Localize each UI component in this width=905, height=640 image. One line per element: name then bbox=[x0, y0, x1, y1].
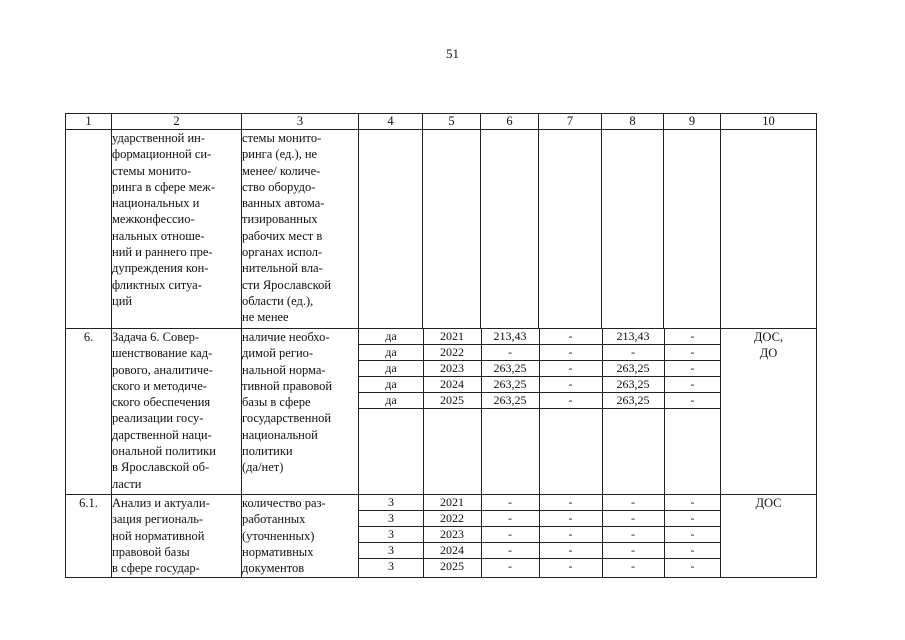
column-number: 10 bbox=[721, 114, 817, 130]
column-number: 9 bbox=[664, 114, 721, 130]
column-number: 4 bbox=[359, 114, 423, 130]
row-number-cell: 6.1. bbox=[66, 495, 112, 578]
page-number: 51 bbox=[446, 46, 459, 61]
event-name-cell: ударственной ин- формационной си- стемы монито- ринга в сфере меж- национальных и межконфессио- нальных отноше- ний и раннего пре- дупреждения кон- фликтных ситуа- ций bbox=[112, 130, 242, 329]
column-number: 3 bbox=[242, 114, 359, 130]
table-row bbox=[66, 130, 817, 329]
yearly-row: 3 2021 - - - - bbox=[388, 495, 695, 509]
event-name-cell: Анализ и актуали- зация региональ- ной нормативной правовой базы в сфере государ- bbox=[112, 495, 242, 578]
yearly-row: да 2025 263,25 - 263,25 - bbox=[385, 393, 695, 407]
column-number-row bbox=[66, 114, 817, 130]
table-row bbox=[66, 495, 817, 578]
indicator-cell: наличие необхо- димой регио- нальной норма- тивной правовой базы в сфере государственной национальной политики (да/нет) bbox=[242, 329, 359, 495]
indicator-cell: стемы монито- ринга (ед.), не менее/ количе- ство оборудо- ванных автома- тизированных рабочих мест в органах испол- нительной вла- сти Ярославской области (ед.), не менее bbox=[242, 130, 359, 329]
yearly-row: 3 2024 - - - - bbox=[388, 543, 695, 557]
indicator-cell: количество раз- работанных (уточненных) нормативных документов bbox=[242, 495, 359, 578]
yearly-row: 3 2022 - - - - bbox=[388, 511, 695, 525]
row-number-cell bbox=[66, 130, 112, 329]
event-name-cell: Задача 6. Совер- шенствование кад- рового, аналитиче- ского и методиче- ского обеспечения реализации госу- дарственной наци- ональной политики в Ярославской об- ласти bbox=[112, 329, 242, 495]
column-number: 8 bbox=[602, 114, 664, 130]
yearly-row: 3 2023 - - - - bbox=[388, 527, 695, 541]
yearly-row: да 2022 - - - - bbox=[385, 345, 695, 359]
table-row bbox=[66, 329, 817, 495]
yearly-row: да 2024 263,25 - 263,25 - bbox=[385, 377, 695, 391]
program-table bbox=[65, 113, 817, 578]
column-number: 1 bbox=[66, 114, 112, 130]
yearly-row: да 2023 263,25 - 263,25 - bbox=[385, 361, 695, 375]
column-number: 2 bbox=[112, 114, 242, 130]
yearly-values-block bbox=[359, 495, 721, 578]
yearly-row: да 2021 213,43 - 213,43 - bbox=[385, 329, 695, 343]
row-number-cell: 6. bbox=[66, 329, 112, 495]
executor-cell: ДОС bbox=[721, 495, 817, 578]
yearly-row: 3 2025 - - - - bbox=[388, 559, 695, 573]
column-number: 5 bbox=[423, 114, 481, 130]
column-number: 7 bbox=[539, 114, 602, 130]
executor-cell: ДОС, ДО bbox=[721, 329, 817, 495]
yearly-values-block bbox=[359, 329, 721, 495]
column-number: 6 bbox=[481, 114, 539, 130]
